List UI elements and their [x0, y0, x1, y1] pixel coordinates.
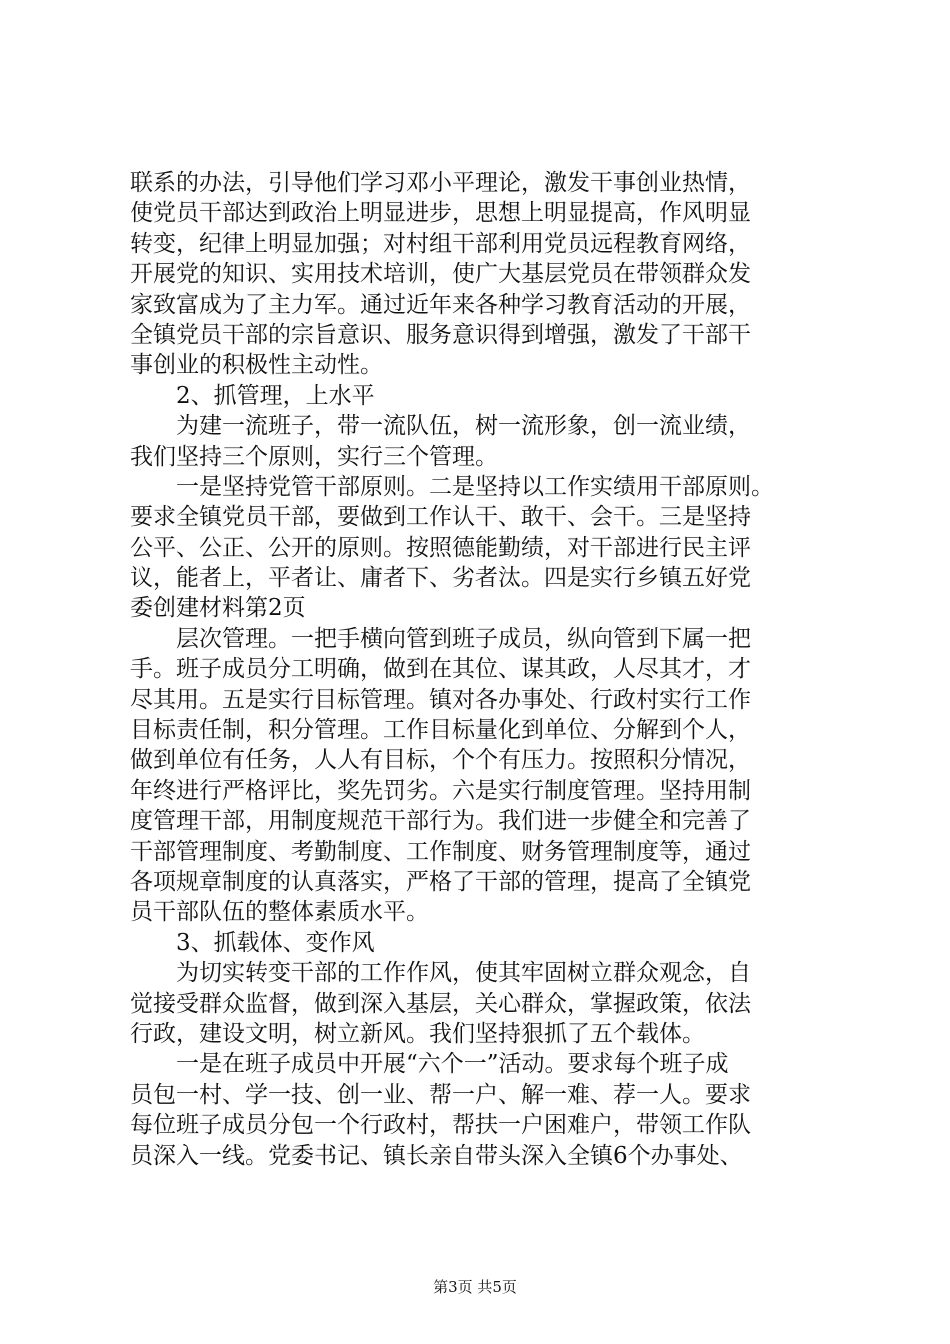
text-line: 为切实转变干部的工作作风，使其牢固树立群众观念，自 [130, 960, 751, 987]
text-line: 一是在班子成员中开展“六个一”活动。要求每个班子成 [130, 1051, 729, 1078]
text-line: 做到单位有任务，人人有目标，个个有压力。按照积分情况， [130, 747, 751, 774]
text-line: 行政，建设文明，树立新风。我们坚持狠抓了五个载体。 [130, 1020, 705, 1047]
text-line: 各项规章制度的认真落实，严格了干部的管理，提高了全镇党 [130, 868, 751, 895]
text-line: 联系的办法，引导他们学习邓小平理论，激发干事创业热情， [130, 170, 751, 196]
text-line: 员干部队伍的整体素质水平。 [130, 899, 429, 926]
text-line: 事创业的积极性主动性。 [130, 352, 383, 379]
text-line: 公平、公正、公开的原则。按照德能勤绩，对干部进行民主评 [130, 534, 751, 561]
text-line: 年终进行严格评比，奖先罚劣。六是实行制度管理。坚持用制 [130, 777, 751, 804]
text-line: 委创建材料第2页 [130, 595, 306, 622]
text-line: 使党员干部达到政治上明显进步，思想上明显提高，作风明显 [130, 200, 751, 227]
text-line: 我们坚持三个原则，实行三个管理。 [130, 443, 498, 470]
text-line: 要求全镇党员干部，要做到工作认干、敢干、会干。三是坚持 [130, 504, 751, 531]
text-line: 开展党的知识、实用技术培训，使广大基层党员在带领群众发 [130, 261, 751, 288]
text-line: 议，能者上，平者让、庸者下、劣者汰。四是实行乡镇五好党 [130, 565, 751, 592]
text-line: 一是坚持党管干部原则。二是坚持以工作实绩用干部原则。 [130, 473, 774, 500]
text-line: 家致富成为了主力军。通过近年来各种学习教育活动的开展， [130, 291, 751, 318]
page-footer: 第3页 共5页 [433, 1278, 517, 1296]
text-line: 为建一流班子，带一流队伍，树一流形象，创一流业绩， [130, 413, 751, 440]
body-text [130, 168, 835, 1171]
section-heading: 3、抓载体、变作风 [130, 929, 375, 956]
text-line: 全镇党员干部的宗旨意识、服务意识得到增强，激发了干部干 [130, 321, 751, 348]
text-line: 觉接受群众监督，做到深入基层，关心群众，掌握政策，依法 [130, 990, 751, 1017]
text-line: 干部管理制度、考勤制度、工作制度、财务管理制度等，通过 [130, 838, 751, 865]
text-line: 每位班子成员分包一个行政村，帮扶一户困难户，带领工作队 [130, 1112, 751, 1139]
text-line: 员包一村、学一技、创一业、帮一户、解一难、荐一人。要求 [130, 1081, 751, 1108]
text-line: 手。班子成员分工明确，做到在其位、谋其政，人尽其才，才 [130, 656, 751, 683]
text-line: 转变，纪律上明显加强；对村组干部利用党员远程教育网络， [130, 230, 751, 257]
text-line: 员深入一线。党委书记、镇长亲自带头深入全镇6个办事处、 [130, 1142, 743, 1169]
text-line: 层次管理。一把手横向管到班子成员，纵向管到下属一把 [130, 625, 751, 652]
text-line: 度管理干部，用制度规范干部行为。我们进一步健全和完善了 [130, 808, 751, 835]
section-heading: 2、抓管理，上水平 [130, 382, 375, 409]
text-line: 尽其用。五是实行目标管理。镇对各办事处、行政村实行工作 [130, 686, 751, 713]
text-line: 目标责任制，积分管理。工作目标量化到单位、分解到个人， [130, 717, 751, 744]
